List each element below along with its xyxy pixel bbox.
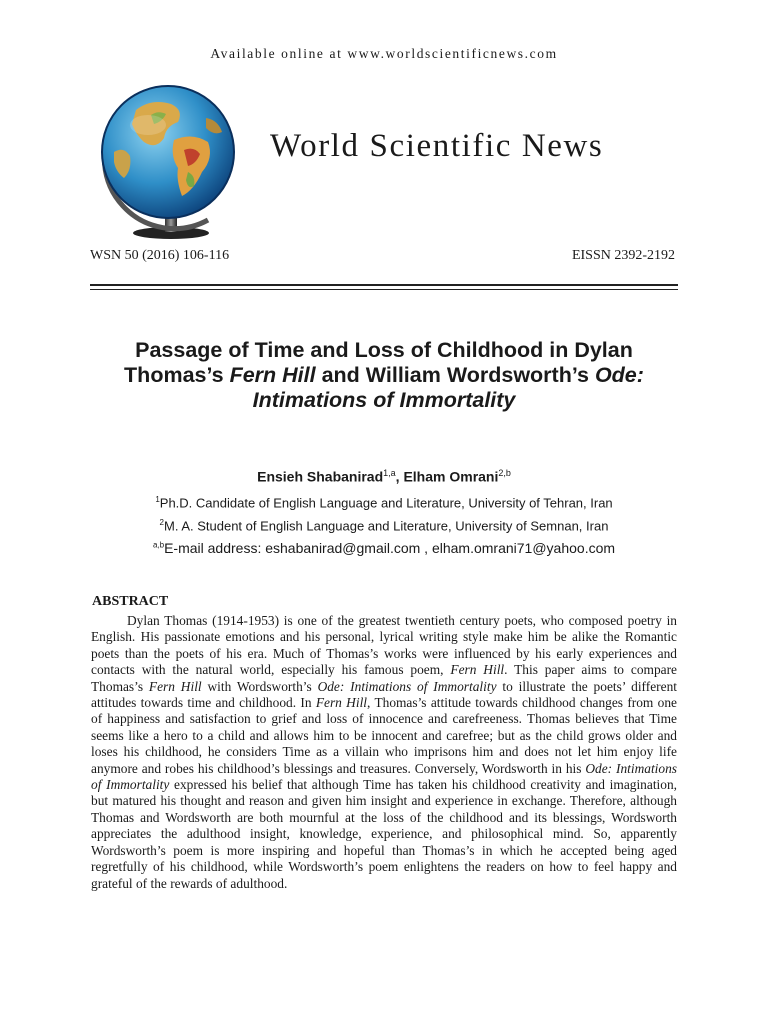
globe-icon [96,80,246,240]
affiliation-2: $^2$M. A. Student of English Language and Literature, University of Semnan, Iran [159,518,609,534]
citation-row [90,248,675,264]
header-rule-thin [90,289,678,290]
article-title: Passage of Time and Loss of Childhood in Dylan Thomas’s Fern Hill and William Wordsworth’s Ode: Intimations of Immortality [124,338,644,412]
available-online-line: Available online at www.worldscientificnews.com [210,46,558,61]
affiliation-1: $^1$Ph.D. Candidate of English Language and Literature, University of Tehran, Iran [155,495,613,511]
citation-text: WSN 50 (2016) 106-116 [90,248,230,263]
author-2: Elham Omrani [403,468,499,485]
email-line: $^{a,b}$E-mail address: eshabanirad@gmail.com , elham.omrani71@yahoo.com [152,540,616,556]
author-line: Ensieh Shabanirad$^{1,a}$, Elham Omrani$^{2,b}$ [257,468,511,485]
author-1: Ensieh Shabanirad [257,468,384,485]
abstract-heading: ABSTRACT [92,594,169,609]
header-rule-thick [90,284,678,286]
abstract-body: Dylan Thomas (1914-1953) is one of the greatest twentieth century poets, who composed poetry in English. His passionate emotions and his personal, lyrical writing style make him be alike the Romantic poets than the poets of his era. Much of Thomas’s works were influenced by his early experiences and contacts with the natural world, especially his famous poem, Fern Hill. This paper aims to compare Thomas’s Fern Hill with Wordsworth’s Ode: Intimations of Immortality to illustrate the poets’ different attitudes towards time and childhood. In Fern Hill, Thomas’s attitude towards childhood changes from one of happiness and satisfaction to grief and loss of innocence and carefreeness. Thomas believes that Time seems like a hero to a child and allows him to be innocent and carefree; but as the child grows older and loses his childhood, he considers Time as a villain who imprisons him and does not let him enjoy life anymore and robes his childhood’s blessings and treasures. Conversely, Wordsworth in his Ode: Intimations of Immortality expressed his belief that although Time has taken his childhood creativity and imagination, but matured his thought and reason and given him insight and experience in exchange. Therefore, although Thomas and Wordsworth are both mournful at the loss of the childhood and its blessings, Wordsworth appreciates the adulthood insight, knowledge, experience, and philosophical mind. So, apparently Wordsworth’s poem is more inspiring and hopeful than Thomas’s in which he accepted being aged regretfully of his childhood, while Wordsworth’s poem enlightens the readers on how to feel happy and grateful of the rewards of adulthood. [91,613,677,891]
eissn-text: EISSN 2392-2192 [571,248,675,263]
journal-title: World Scientific News [270,128,604,164]
